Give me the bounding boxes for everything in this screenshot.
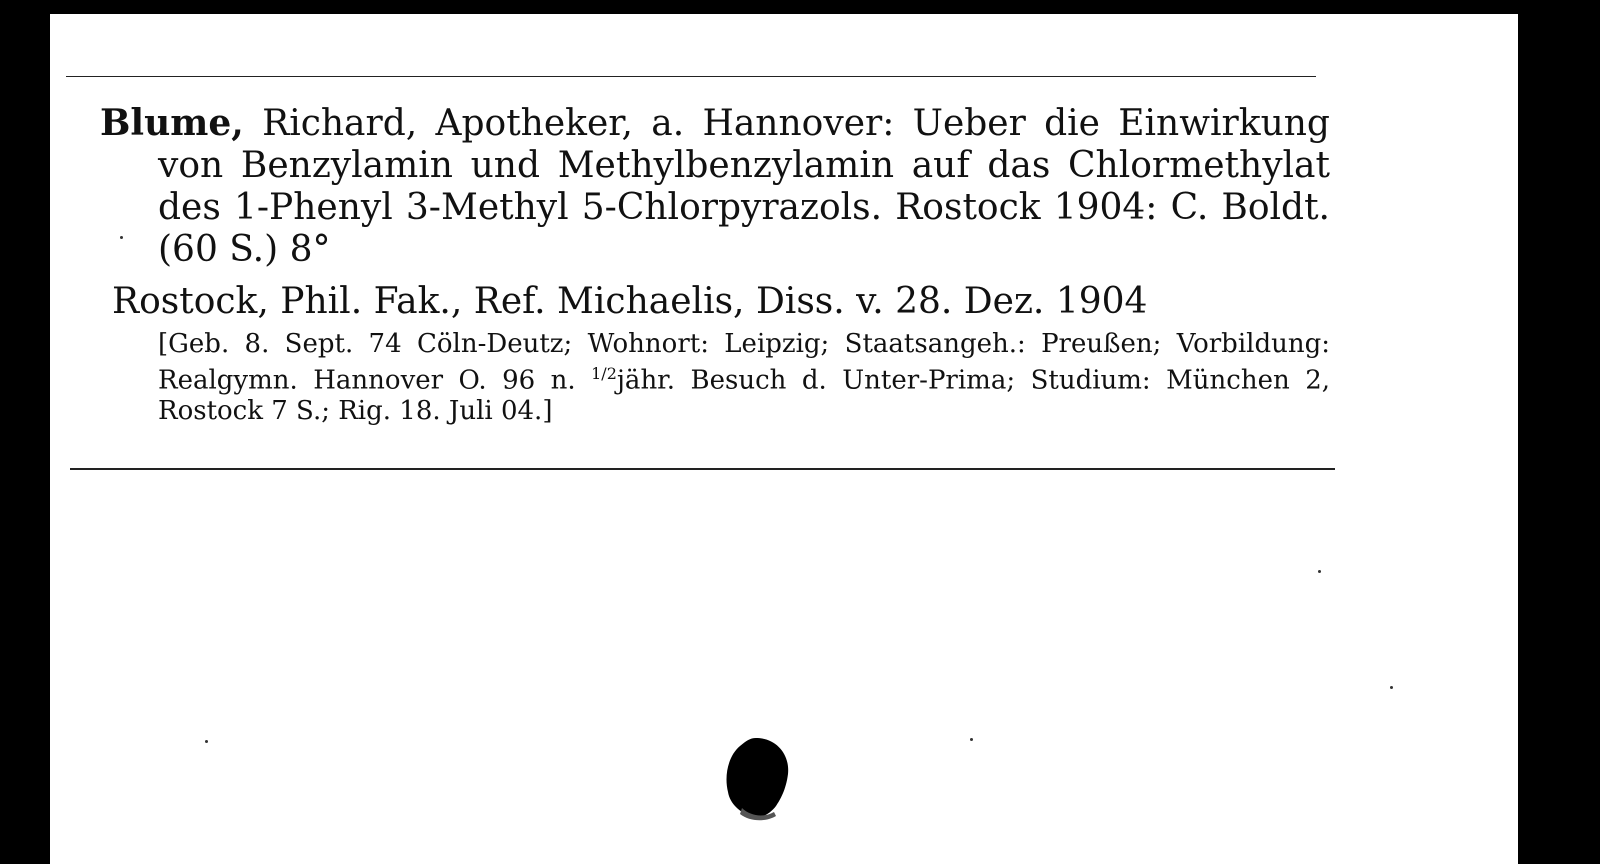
ink-blot (720, 736, 794, 822)
scan-speck (970, 738, 973, 741)
faculty-line: Rostock, Phil. Fak., Ref. Michaelis, Diss. v. 28. Dez. 1904 (112, 281, 1148, 322)
catalog-entry (100, 102, 1330, 426)
biography-text-1: [Geb. 8. Sept. 74 Cöln-Deutz; Wohnort: Leipzig; Staatsangeh.: Preußen; Vorbildung: Realgymn. Hannover O. 96 n. (158, 329, 1330, 396)
scan-speck (205, 740, 208, 743)
scan-speck (1318, 570, 1321, 573)
bottom-rule (70, 468, 1335, 470)
author-name: Blume, (100, 102, 244, 144)
scan-speck (120, 236, 123, 239)
top-rule (66, 76, 1316, 77)
biography-fraction: 1/2 (591, 364, 617, 383)
title-block (100, 102, 1330, 271)
biography-text-2: jähr. Besuch d. Unter-Prima; Studium: München 2, Rostock 7 S.; Rig. 18. Juli 04.] (158, 365, 1330, 426)
title-text: Richard, Apotheker, a. Hannover: Ueber die Einwirkung von Benzylamin und Methylbenzylamin auf das Chlormethylat des 1-Phenyl 3-Methyl 5-Chlorpyrazols. Rostock 1904: C. Boldt. (60 S.) 8° (158, 103, 1330, 270)
biography-block (100, 329, 1330, 426)
scan-speck (1390, 686, 1393, 689)
